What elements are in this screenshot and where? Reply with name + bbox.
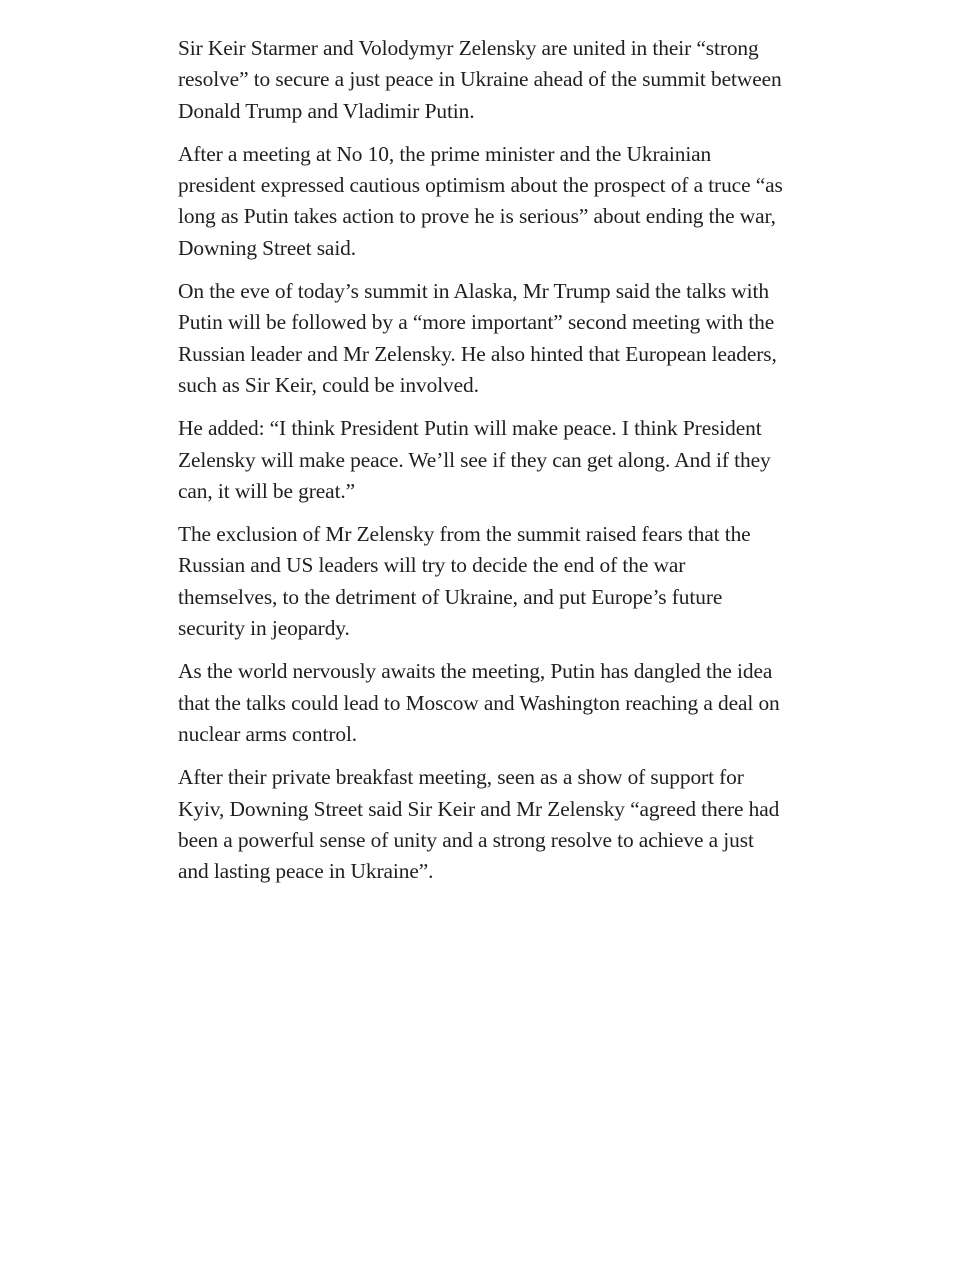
article-paragraph: After their private breakfast meeting, seen as a show of support for Kyiv, Downing Street said Sir Keir and Mr Zelensky “agreed there had been a powerful sense of unity and a strong resolve to achieve a just and lasting peace in Ukraine”. [178,765,780,884]
article-body [178,33,784,899]
article-paragraph: Sir Keir Starmer and Volodymyr Zelensky are united in their “strong resolve” to secure a just peace in Ukraine ahead of the summit between Donald Trump and Vladimir Putin. [178,36,782,123]
article-paragraph: On the eve of today’s summit in Alaska, Mr Trump said the talks with Putin will be followed by a “more important” second meeting with the Russian leader and Mr Zelensky. He also hinted that European leaders, such as Sir Keir, could be involved. [178,279,777,397]
article-paragraph: He added: “I think President Putin will make peace. I think President Zelensky will make peace. We’ll see if they can get along. And if they can, it will be great.” [178,416,771,503]
article-paragraph: The exclusion of Mr Zelensky from the summit raised fears that the Russian and US leaders will try to decide the end of the war themselves, to the detriment of Ukraine, and put Europe’s future security in jeopardy. [178,522,751,641]
article-paragraph: As the world nervously awaits the meeting, Putin has dangled the idea that the talks could lead to Moscow and Washington reaching a deal on nuclear arms control. [178,659,780,746]
article-paragraph: After a meeting at No 10, the prime minister and the Ukrainian president expressed cautious optimism about the prospect of a truce “as long as Putin takes action to prove he is serious” about ending the war, Downing Street said. [178,141,783,260]
